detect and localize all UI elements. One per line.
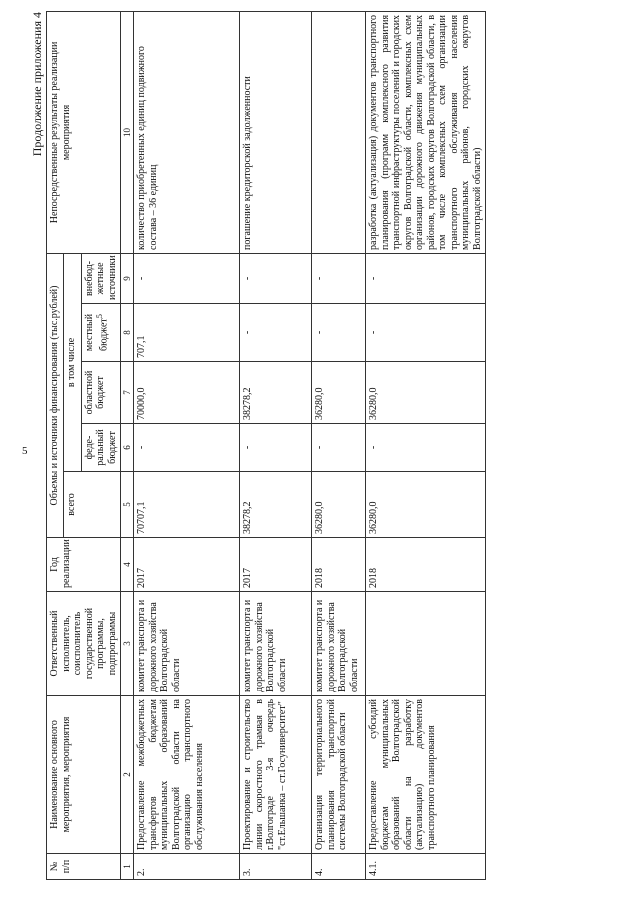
row-total: 70707,1 bbox=[134, 472, 240, 538]
row-name: Проектирование и строительство линии скоростного трамвая в г.Волгограде 3-я очередь "ст.Ельшанка – ст.Госуниверситет" bbox=[240, 696, 312, 854]
row-executor bbox=[366, 592, 486, 696]
row-year: 2018 bbox=[366, 538, 486, 592]
row-result: разработка (актуализация) документов транспортного планирования (программ комплексного развития транспортной инфраструктуры поселений и городских округов Волгоградской области, комплексных схем организации дорожного движения муниципальных районов, городских округов Волгоградской области, в том числе комплексных схем организации транспортного обслуживания населения муниципальных районов, городских округов Волгоградской области) bbox=[366, 11, 486, 253]
row-no: 4. bbox=[312, 854, 366, 880]
header-executor: Ответственный исполнитель, соисполнитель государственной программы, подпрограммы bbox=[47, 592, 121, 696]
column-numbers-row bbox=[121, 11, 134, 879]
header-name: Наименование основного мероприятия, мероприятия bbox=[47, 696, 121, 854]
row-result: погашение кредиторской задолженности bbox=[240, 11, 312, 253]
row-executor: комитет транспорта и дорожного хозяйства Волгоградской области bbox=[240, 592, 312, 696]
row-no: 4.1. bbox=[366, 854, 486, 880]
row-regional: 38278,2 bbox=[240, 362, 312, 424]
table-row bbox=[312, 11, 366, 879]
col-number: 1 bbox=[121, 854, 134, 880]
row-total: 38278,2 bbox=[240, 472, 312, 538]
row-no: 3. bbox=[240, 854, 312, 880]
header-federal: феде-ральный бюджет bbox=[81, 424, 121, 472]
row-local: - bbox=[240, 304, 312, 362]
header-regional: областной бюджет bbox=[81, 362, 121, 424]
header-local-label: местный бюджет bbox=[83, 313, 110, 352]
row-year: 2018 bbox=[312, 538, 366, 592]
header-no: № п/п bbox=[47, 854, 121, 880]
row-extra: - bbox=[240, 253, 312, 303]
row-local: - bbox=[312, 304, 366, 362]
row-result: количество приобретенных единиц подвижного состава – 36 единиц bbox=[134, 11, 240, 253]
row-year: 2017 bbox=[240, 538, 312, 592]
col-number: 10 bbox=[121, 11, 134, 253]
col-number: 5 bbox=[121, 472, 134, 538]
row-regional: 36280,0 bbox=[312, 362, 366, 424]
row-local: 707,1 bbox=[134, 304, 240, 362]
header-including: в том числе bbox=[63, 253, 81, 471]
table-row bbox=[134, 11, 240, 879]
row-federal: - bbox=[312, 424, 366, 472]
row-year: 2017 bbox=[134, 538, 240, 592]
row-no: 2. bbox=[134, 854, 240, 880]
row-regional: 70000,0 bbox=[134, 362, 240, 424]
header-volumes: Объемы и источники финансирования (тыс.рублей) bbox=[47, 253, 64, 537]
row-executor: комитет транспорта и дорожного хозяйства Волгоградской области bbox=[134, 592, 240, 696]
row-federal: - bbox=[240, 424, 312, 472]
header-total: всего bbox=[63, 472, 121, 538]
continuation-title: Продолжение приложения 4 bbox=[30, 12, 44, 157]
row-name: Предоставление субсидий бюджетам муниципальных образований Волгоградской области на разработку (актуализацию) документов транспортного планирования bbox=[366, 696, 486, 854]
header-local-footnote: 5 bbox=[95, 314, 104, 319]
row-federal: - bbox=[134, 424, 240, 472]
row-extra: - bbox=[366, 253, 486, 303]
col-number: 6 bbox=[121, 424, 134, 472]
header-year: Год реализации bbox=[47, 538, 121, 592]
row-name: Предоставление межбюджетных трансфертов бюджетам муниципальных образований Волгоградской области на организацию транспортного обслуживания населения bbox=[134, 696, 240, 854]
row-local: - bbox=[366, 304, 486, 362]
col-number: 2 bbox=[121, 696, 134, 854]
row-extra: - bbox=[134, 253, 240, 303]
col-number: 8 bbox=[121, 304, 134, 362]
financing-table bbox=[46, 11, 486, 880]
row-executor: комитет транспорта и дорожного хозяйства Волгоградской области bbox=[312, 592, 366, 696]
table-row bbox=[366, 11, 486, 879]
header-local bbox=[81, 304, 121, 362]
rotated-page-content bbox=[30, 12, 620, 880]
header-results: Непосредственные результаты реализации мероприятия bbox=[47, 11, 121, 253]
page-number: 5 bbox=[22, 445, 28, 457]
table-row bbox=[240, 11, 312, 879]
row-federal: - bbox=[366, 424, 486, 472]
row-name: Организация территориального планирования транспортной системы Волгоградской области bbox=[312, 696, 366, 854]
col-number: 7 bbox=[121, 362, 134, 424]
header-extra: внебюд-жетные источники bbox=[81, 253, 121, 303]
row-total: 36280,0 bbox=[312, 472, 366, 538]
col-number: 4 bbox=[121, 538, 134, 592]
row-total: 36280,0 bbox=[366, 472, 486, 538]
row-regional: 36280,0 bbox=[366, 362, 486, 424]
row-extra: - bbox=[312, 253, 366, 303]
col-number: 3 bbox=[121, 592, 134, 696]
col-number: 9 bbox=[121, 253, 134, 303]
row-result bbox=[312, 11, 366, 253]
